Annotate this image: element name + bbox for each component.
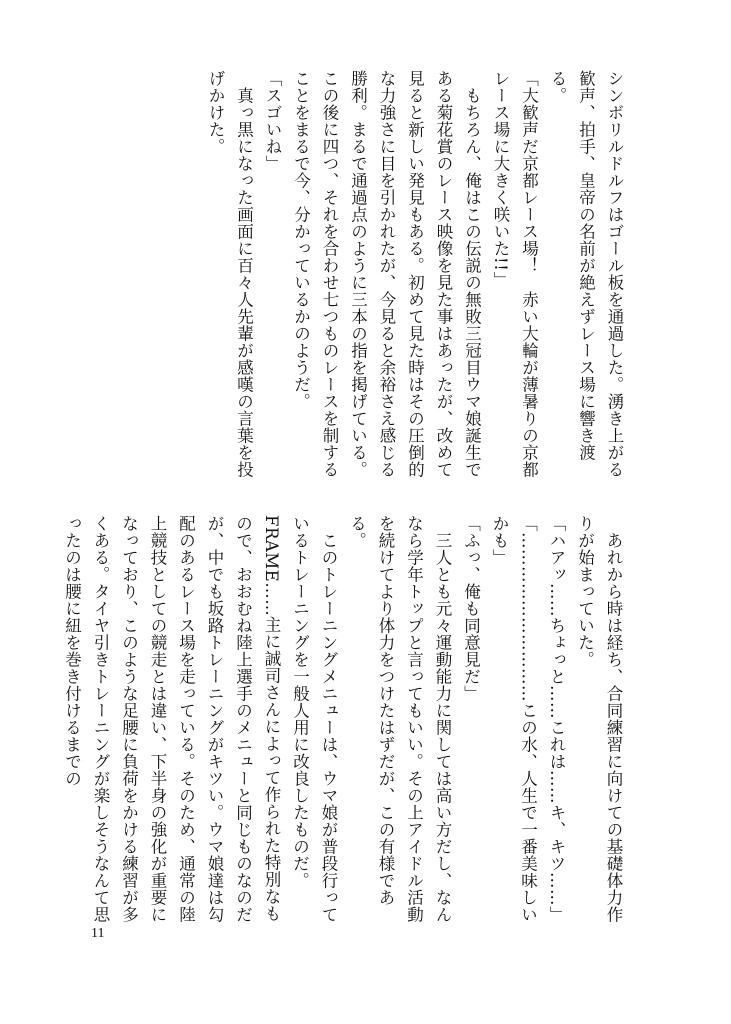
paragraph: 「ハアッ……ちょっと……これは……キ、キツ……」 bbox=[547, 515, 566, 923]
paragraph: 「スゴいね」 bbox=[263, 70, 282, 172]
bottom-text-block bbox=[62, 515, 627, 925]
paragraph: 三人とも元々運動能力に関しては高い方だし、なんなら学年トップと言ってもいい。その上アイドル活動を続けてより体力をつけたはずだが、この有様である。 bbox=[347, 515, 452, 923]
paragraph: あれから時は経ち、合同練習に向けての基礎体力作りが始まっていた。 bbox=[575, 515, 623, 923]
paragraph: 真っ黒になった画面に百々人先輩が感嘆の言葉を投げかけた。 bbox=[206, 70, 254, 478]
paragraph: もちろん、俺はこの伝説の無敗三冠目ウマ娘誕生である菊花賞のレース映像を見た事はあったが、改めて見ると新しい発見もある。初めて見た時はその圧倒的な力強さに目を引かれたが、今見ると余裕さえ感じる勝利。まるで通過点のように三本の指を掲げている。この後に四つ、それを合わせ七つものレースを制することをまるで今、分かっているかのようだ。 bbox=[291, 70, 482, 478]
paragraph: 「大歓声だ京都レース場！ 赤い大輪が薄暑りの京都レース場に大きく咲いた!!」 bbox=[491, 70, 539, 478]
paragraph: 「…………………………この水、人生で一番美味しいかも」 bbox=[490, 515, 538, 923]
paragraph: シンボリルドルフはゴール板を通過した。湧き上がる歓声、拍手、皇帝の名前が絶えずレース場に響き渡る。 bbox=[548, 70, 624, 478]
paragraph: 「ふっ、俺も同意見だ」 bbox=[461, 515, 481, 702]
paragraph: このトレーニングメニューは、ウマ娘が普段行っているトレーニングを一般人用に改良したものだ。FRAME……主に誠司さんによって作られた特別なもので、おおむね陸上選手のメニューと同じものなのだが、中でも坂路トレーニングがキツい。ウマ娘達は勾配のあるレース場を走っている。そのため、通常の陸上競技としての競走とは違い、下半身の強化が重要になっており、このような足腰に負荷をかける練習が多くある。タイヤ引きトレーニングが楽しそうなんて思ったのは腰に紐を巻き付けるまでの bbox=[62, 515, 338, 923]
page-number: 11 bbox=[91, 926, 105, 941]
top-text-block bbox=[108, 70, 628, 480]
